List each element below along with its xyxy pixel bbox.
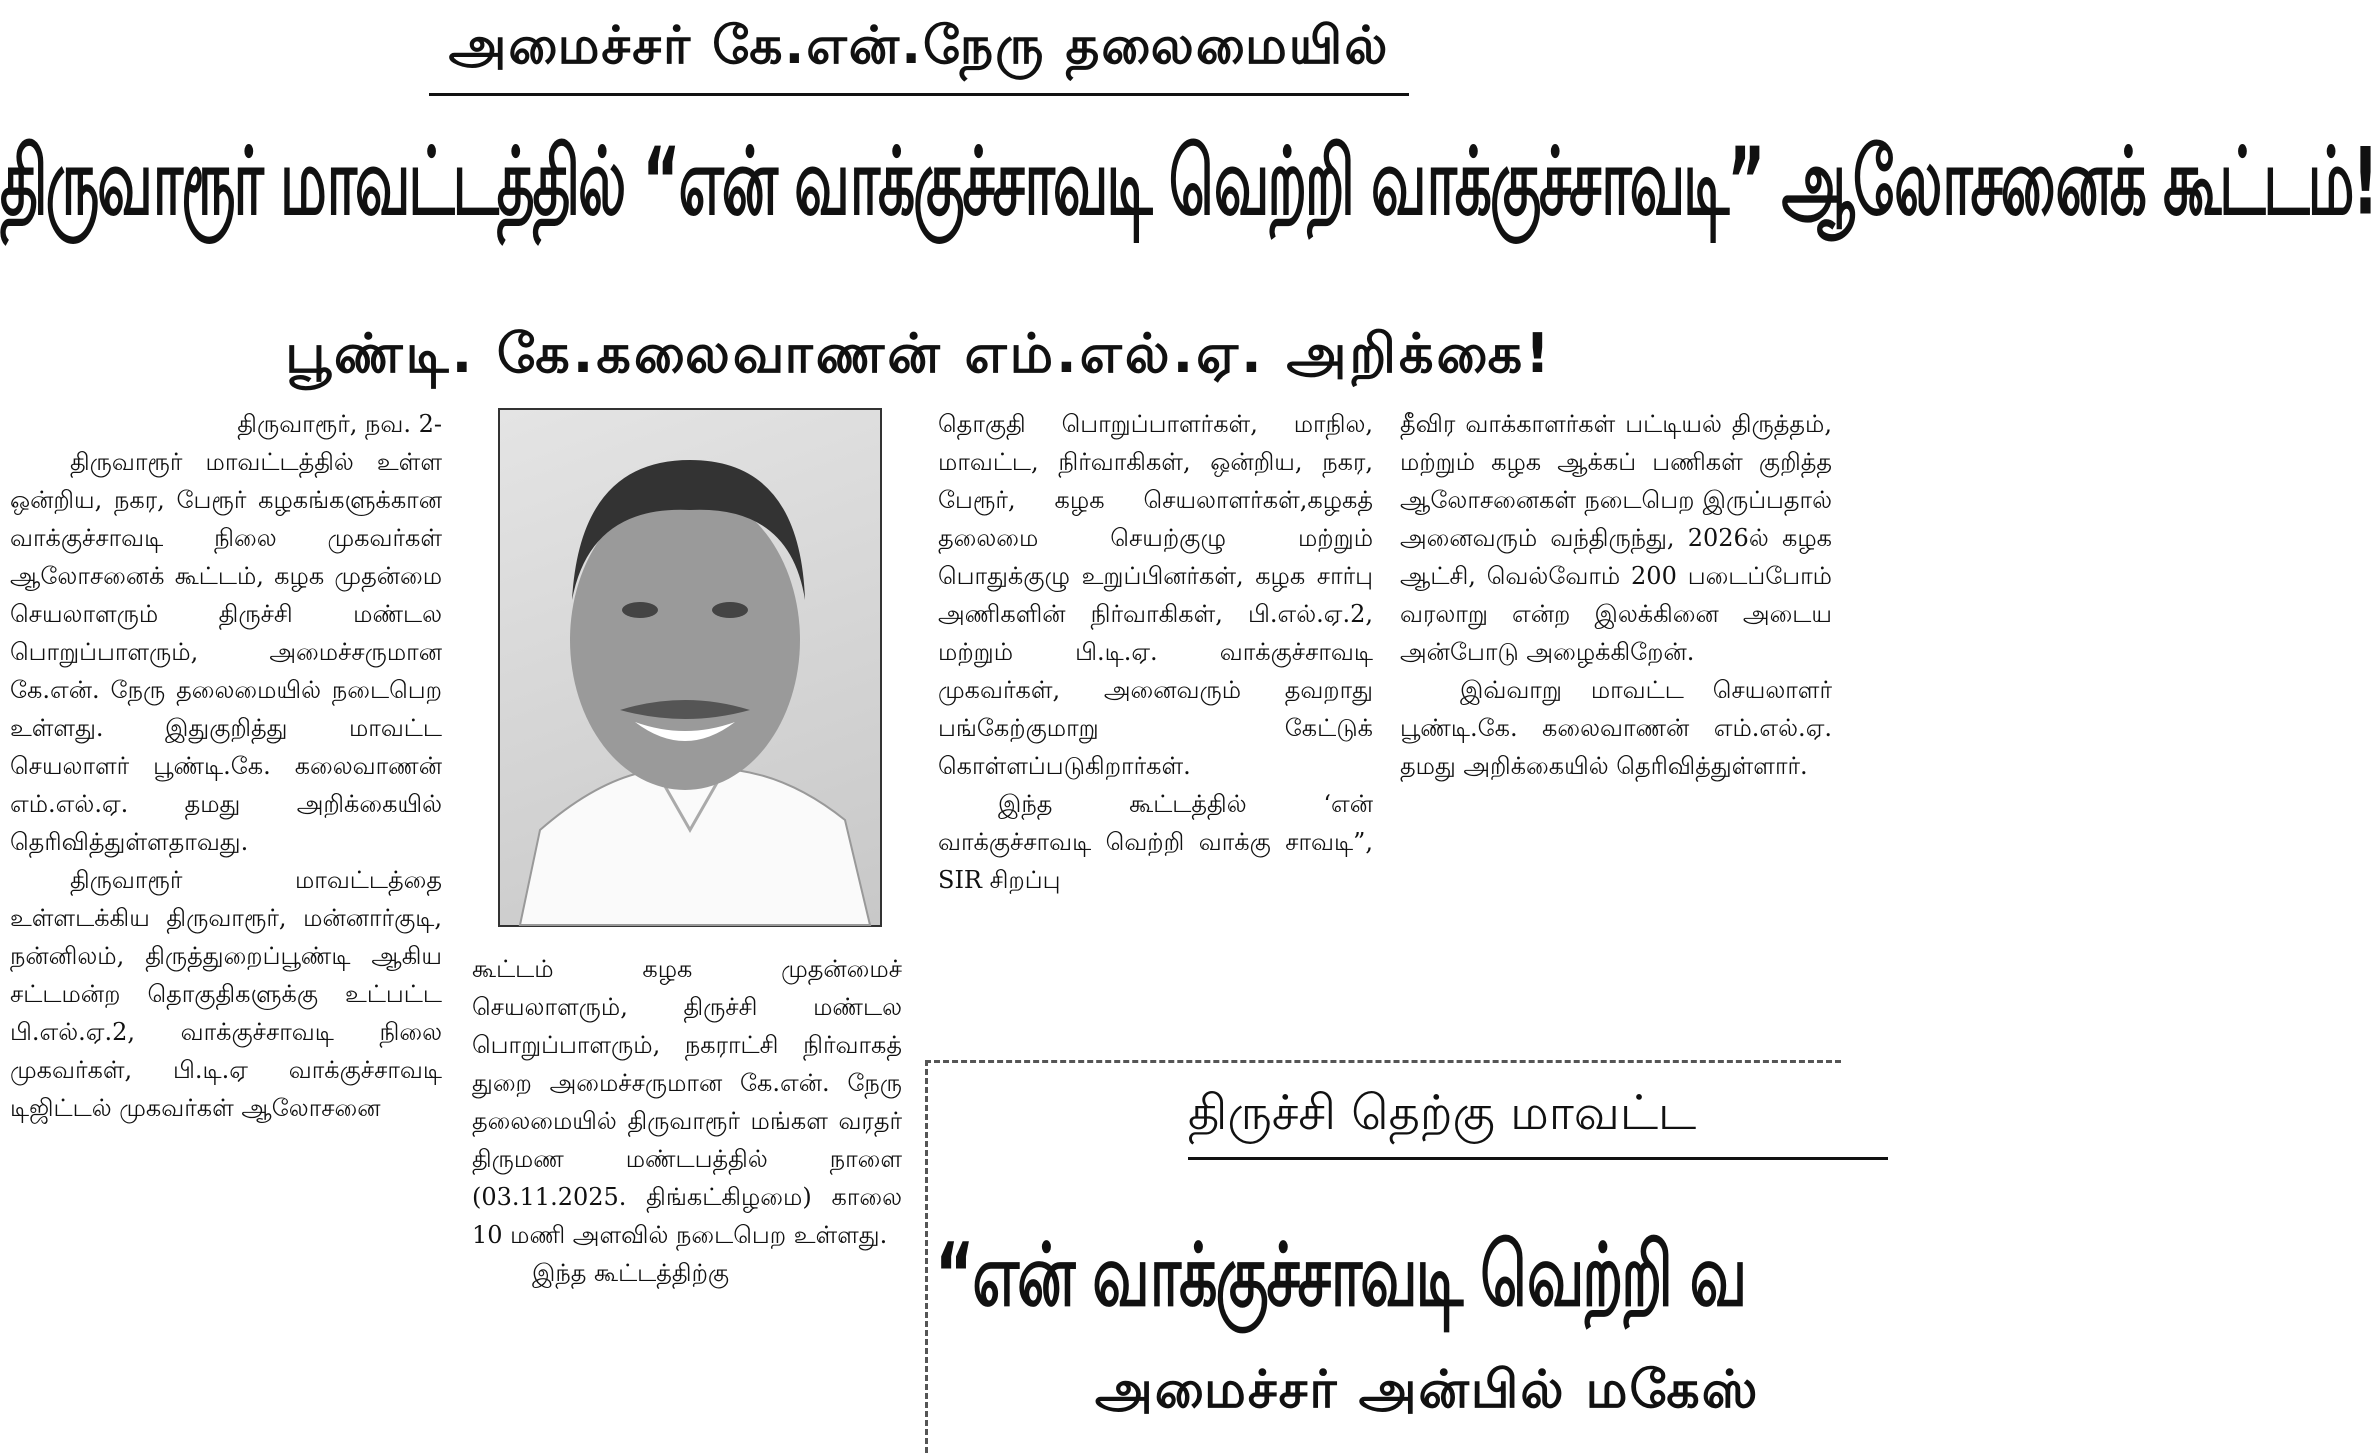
portrait-illustration [500, 410, 880, 925]
paragraph: தொகுதி பொறுப்பாளர்கள், மாநில, மாவட்ட, நிர்வாகிகள், ஒன்றிய, நகர, பேரூர், கழக செயலாளர்கள்,கழகத் தலைமை செயற்குழு மற்றும் பொதுக்குழு உறுப்பினர்கள், கழக சார்பு அணிகளின் நிர்வாகிகள், பி.எல்.ஏ.2, மற்றும் பி.டி.ஏ. வாக்குச்சாவடி முகவர்கள், அனைவரும் தவறாது பங்கேற்குமாறு கேட்டுக் கொள்ளப்படுகிறார்கள். [938, 410, 1373, 780]
paragraph: திருவாரூர் மாவட்டத்தை உள்ளடக்கிய திருவாரூர், மன்னார்குடி, நன்னிலம், திருத்துறைப்பூண்டி ஆகிய சட்டமன்ற தொகுதிகளுக்கு உட்பட்ட பி.எல்.ஏ.2, வாக்குச்சாவடி நிலை முகவர்கள், பி.டி.ஏ வாக்குச்சாவடி டிஜிட்டல் முகவர்கள் ஆலோசனை [10, 866, 442, 1122]
second-article-kicker: திருச்சி தெற்கு மாவட்ட [1188, 1085, 1888, 1160]
kicker-text: அமைச்சர் கே.என்.நேரு தலைமையில் [429, 16, 1410, 96]
article-column-2 [472, 950, 902, 1292]
second-article-headline: “என் வாக்குச்சாவடி வெற்றி வ [935, 1225, 1746, 1327]
portrait-photo [498, 408, 882, 927]
article-column-1 [10, 405, 442, 1127]
article-kicker [0, 16, 1838, 96]
paragraph: இந்த கூட்டத்திற்கு [532, 1259, 730, 1287]
paragraph: தீவிர வாக்காளர்கள் பட்டியல் திருத்தம், மற்றும் கழக ஆக்கப் பணிகள் குறித்த ஆலோசனைகள் நடைபெற இருப்பதால் அனைவரும் வந்திருந்து, 2026ல் கழக ஆட்சி, வெல்வோம் 200 படைப்போம் வரலாறு என்ற இலக்கினை அடைய அன்போடு அழைக்கிறேன். [1400, 410, 1832, 666]
paragraph: இவ்வாறு மாவட்ட செயலாளர் பூண்டி.கே. கலைவாணன் எம்.எல்.ஏ. தமது அறிக்கையில் தெரிவித்துள்ளார். [1400, 676, 1832, 780]
article-column-4 [1400, 405, 1832, 785]
article-subhead: பூண்டி. கே.கலைவாணன் எம்.எல்.ஏ. அறிக்கை! [285, 322, 1553, 385]
paragraph: கூட்டம் கழக முதன்மைச் செயலாளரும், திருச்சி மண்டல பொறுப்பாளரும், நகராட்சி நிர்வாகத் துறை அமைச்சருமான கே.என். நேரு தலைமையில் திருவாரூர் மங்கள வரதர் திருமண மண்டபத்தில் நாளை (03.11.2025. திங்கட்கிழமை) காலை 10 மணி அளவில் நடைபெற உள்ளது. [472, 955, 902, 1249]
second-article-subhead: அமைச்சர் அன்பில் மகேஸ் [1095, 1360, 1760, 1420]
paragraph: இந்த கூட்டத்தில் ‘என் வாக்குச்சாவடி வெற்றி வாக்கு சாவடி”, SIR சிறப்பு [938, 790, 1373, 894]
article-column-3 [938, 405, 1373, 899]
article-headline: திருவாரூர் மாவட்டத்தில் “என் வாக்குச்சாவடி வெற்றி வாக்குச்சாவடி” ஆலோசனைக் கூட்டம்! [0, 127, 2377, 236]
dateline: திருவாரூர், நவ. 2- [237, 410, 442, 438]
paragraph: திருவாரூர் மாவட்டத்தில் உள்ள ஒன்றிய, நகர, பேரூர் கழகங்களுக்கான வாக்குச்சாவடி நிலை முகவர்கள் ஆலோசனைக் கூட்டம், கழக முதன்மை செயலாளரும் திருச்சி மண்டல பொறுப்பாளரும், அமைச்சருமான கே.என். நேரு தலைமையில் நடைபெற உள்ளது. இதுகுறித்து மாவட்ட செயலாளர் பூண்டி.கே. கலைவாணன் எம்.எல்.ஏ. தமது அறிக்கையில் தெரிவித்துள்ளதாவது. [10, 448, 442, 856]
